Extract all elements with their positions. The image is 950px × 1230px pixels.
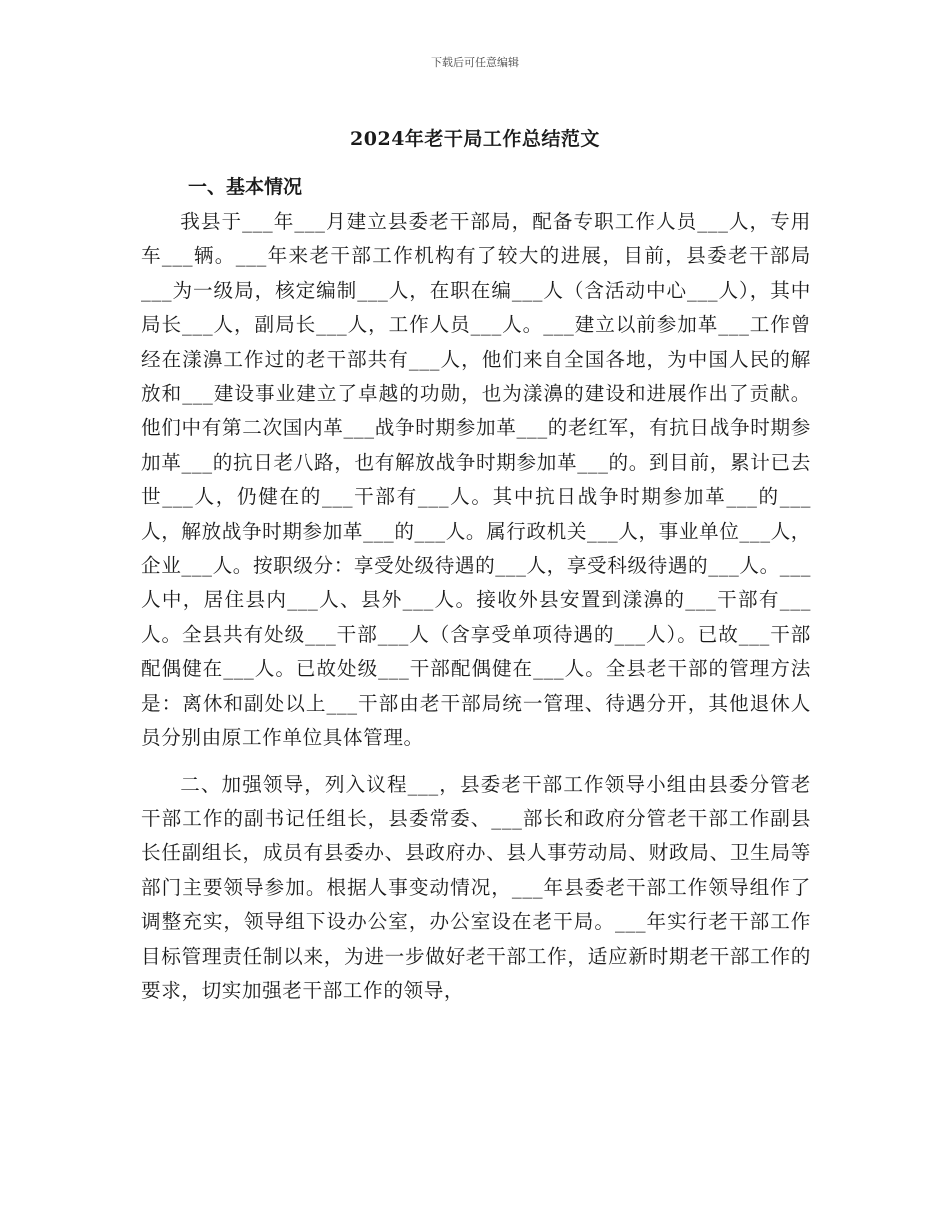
paragraph-basic-situation: 我县于___年___月建立县委老干部局，配备专职工作人员___人，专用车___辆。___年来老干部工作机构有了较大的进展，目前，县委老干部局___为一级局，核定编制___人，在职在编___人（含活动中心___人），其中局长___人，副局长___人，工作人员___人。___建立以前参加革___工作曾经在漾濞工作过的老干部共有___人，他们来自全国各地，为中国人民的解放和___建设事业建立了卓越的功勋，也为漾濞的建设和进展作出了贡献。他们中有第二次国内革___战争时期参加革___的老红军，有抗日战争时期参加革___的抗日老八路，也有解放战争时期参加革___的。到目前，累计已去世___人，仍健在的___干部有___人。其中抗日战争时期参加革___的___人，解放战争时期参加革___的___人。属行政机关___人，事业单位___人，企业___人。按职级分：享受处级待遇的___人，享受科级待遇的___人。___人中，居住县内___人、县外___人。接收外县安置到漾濞的___干部有___人。全县共有处级___干部___人（含享受单项待遇的___人）。已故___干部配偶健在___人。已故处级___干部配偶健在___人。全县老干部的管理方法是：离休和副处以上___干部由老干部局统一管理、待遇分开，其他退休人员分别由原工作单位具体管理。 [141,210,811,750]
section-heading: 一、基本情况 [188,176,303,198]
header-note: 下载后可任意编辑 [431,56,519,69]
document-title: 2024年老干局工作总结范文 [350,128,600,150]
body-text [141,205,811,1008]
paragraph-strengthen-leadership: 二、加强领导，列入议程___，县委老干部工作领导小组由县委分管老干部工作的副书记任组长，县委常委、___部长和政府分管老干部工作副县长任副组长，成员有县委办、县政府办、县人事劳动局、财政局、卫生局等部门主要领导参加。根据人事变动情况，___年县委老干部工作领导组作了调整充实，领导组下设办公室，办公室设在老干局。___年实行老干部工作目标管理责任制以来，为进一步做好老干部工作，适应新时期老干部工作的要求，切实加强老干部工作的领导， [141,772,811,1002]
